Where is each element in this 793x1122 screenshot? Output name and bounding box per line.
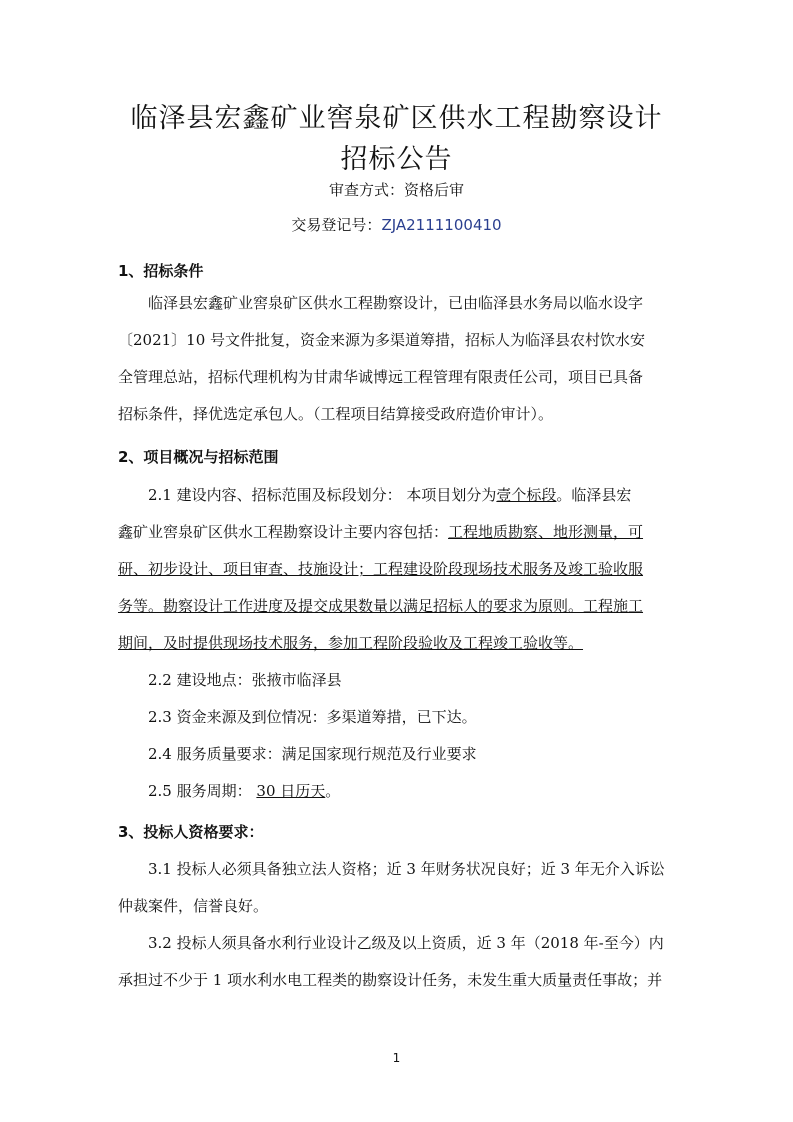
item-2-1-sections: 壹个标段 [496, 486, 557, 504]
item-3-1-line: 仲裁案件，信誉良好。 [118, 897, 269, 915]
section-1-line: 招标条件，择优选定承包人。（工程项目结算接受政府造价审计）。 [118, 405, 554, 423]
registration-code: ZJA2111100410 [381, 216, 502, 234]
section-3-heading: 3、投标人资格要求： [118, 823, 264, 841]
item-2-5-label: 2.5 服务周期： [148, 782, 257, 800]
item-2-3: 2.3 资金来源及到位情况：多渠道筹措，已下达。 [148, 708, 477, 726]
item-2-5 [118, 780, 720, 801]
section-1-heading: 1、招标条件 [118, 262, 204, 280]
registration-label: 交易登记号： [291, 216, 382, 234]
item-2-1-scope-line: 务等。勘察设计工作进度及提交成果数量以满足招标人的要求为原则。工程施工 [118, 597, 644, 615]
item-3-1-line: 3.1 投标人必须具备独立法人资格；近 3 年财务状况良好；近 3 年无介入诉讼 [148, 860, 665, 878]
section-1-line: 临泽县宏鑫矿业窖泉矿区供水工程勘察设计，已由临泽县水务局以临水设字 [148, 294, 644, 312]
item-2-1-text: 2.1 建设内容、招标范围及标段划分： 本项目划分为 [148, 486, 497, 504]
item-2-1-text: 。临泽县宏 [556, 486, 632, 504]
section-1-line: 〔2021〕10 号文件批复，资金来源为多渠道筹措，招标人为临泽县农村饮水安 [118, 331, 646, 349]
item-2-1-line [118, 521, 690, 542]
item-3-2-line: 承担过不少于 1 项水利水电工程类的勘察设计任务，未发生重大质量责任事故；并 [118, 971, 663, 989]
item-2-2: 2.2 建设地点：张掖市临泽县 [148, 671, 342, 689]
item-2-1-scope-line: 研、初步设计、项目审查、技施设计；工程建设阶段现场技术服务及竣工验收服 [118, 560, 644, 578]
item-3-2-line: 3.2 投标人须具备水利行业设计乙级及以上资质，近 3 年（2018 年-至今）内 [148, 934, 664, 952]
review-method: 审查方式：资格后审 [328, 181, 464, 199]
item-2-1-text: 鑫矿业窖泉矿区供水工程勘察设计主要内容包括： [118, 523, 449, 541]
item-2-1-scope: 工程地质勘察、地形测量，可 [448, 523, 644, 541]
item-2-4: 2.4 服务质量要求：满足国家现行规范及行业要求 [148, 745, 477, 763]
item-2-1-line [118, 484, 720, 505]
section-1-line: 全管理总站，招标代理机构为甘肃华诚博远工程管理有限责任公司，项目已具备 [118, 368, 644, 386]
item-2-5-end: 。 [325, 782, 341, 800]
section-2-heading: 2、项目概况与招标范围 [118, 448, 279, 466]
title-line-2: 招标公告 [340, 144, 453, 175]
title-line-1: 临泽县宏鑫矿业窖泉矿区供水工程勘察设计 [130, 103, 663, 134]
page-number: 1 [392, 1051, 401, 1065]
item-2-1-scope-line: 期间，及时提供现场技术服务，参加工程阶段验收及工程竣工验收等。 [118, 634, 584, 652]
item-2-5-period: 30 日历天 [256, 782, 326, 800]
registration-number [0, 214, 793, 235]
